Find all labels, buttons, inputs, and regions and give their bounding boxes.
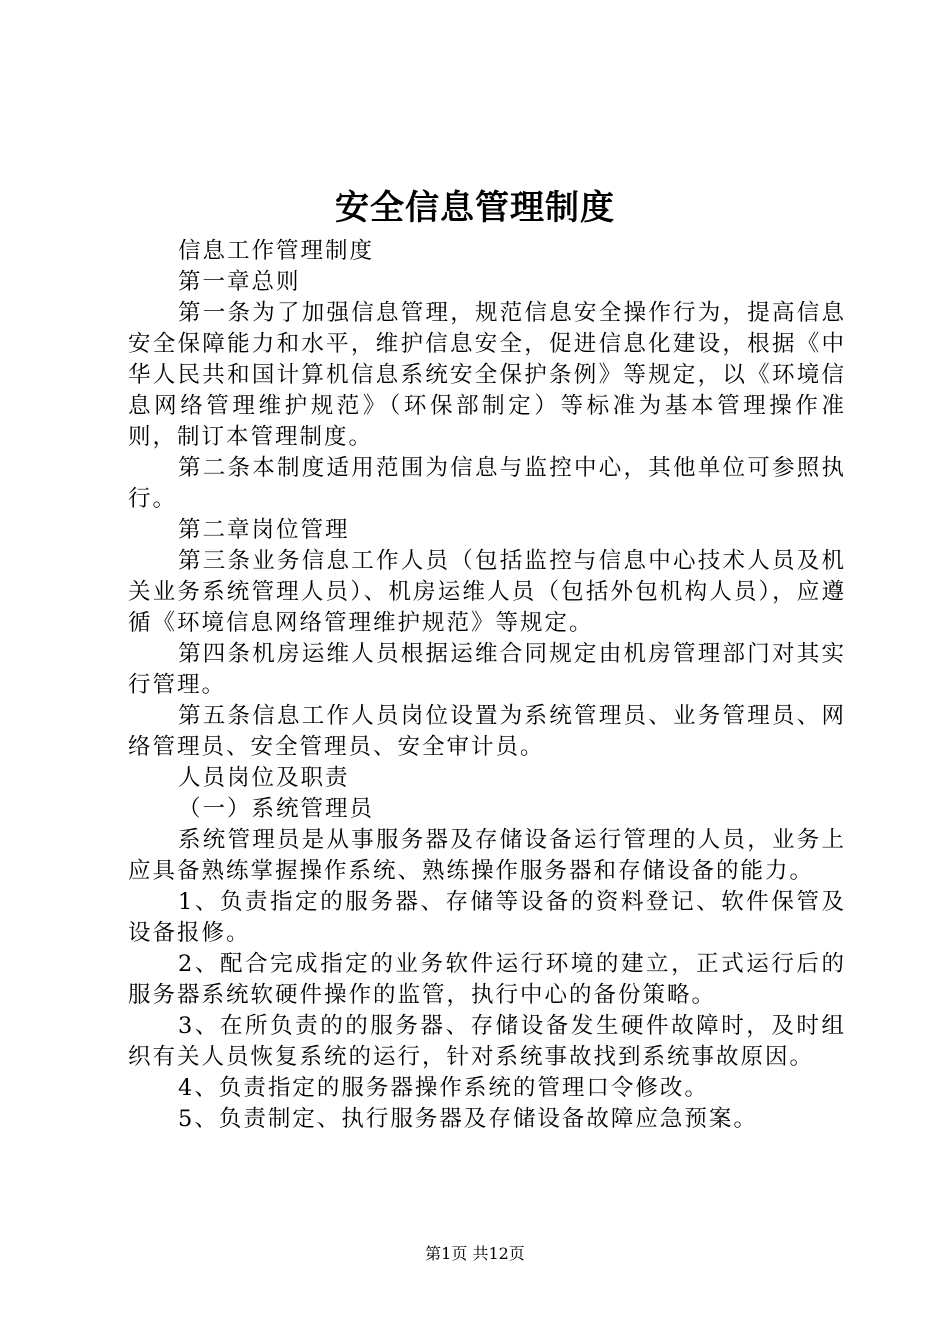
page-footer: 第1页 共12页 xyxy=(425,1244,525,1263)
article-4-paragraph: 第四条机房运维人员根据运维合同规定由机房管理部门对其实行管理。 xyxy=(128,641,846,698)
document-body xyxy=(128,236,846,1135)
document-title: 安全信息管理制度 xyxy=(335,188,615,228)
article-3-paragraph: 第三条业务信息工作人员（包括监控与信息中心技术人员及机关业务系统管理人员）、机房运维人员（包括外包机构人员），应遵循《环境信息网络管理维护规范》等规定。 xyxy=(128,548,846,636)
duty-item-4: 4、负责指定的服务器操作系统的管理口令修改。 xyxy=(178,1075,709,1101)
duty-item-3: 3、在所负责的的服务器、存储设备发生硬件故障时，及时组织有关人员恢复系统的运行，针对系统事故找到系统事故原因。 xyxy=(128,1013,846,1070)
article-1-paragraph: 第一条为了加强信息管理，规范信息安全操作行为，提高信息安全保障能力和水平，维护信息安全，促进信息化建设，根据《中华人民共和国计算机信息系统安全保护条例》等规定，以《环境信息网络管理维护规范》（环保部制定）等标准为基本管理操作准则，制订本管理制度。 xyxy=(128,300,846,450)
chapter-heading-general: 第一章总则 xyxy=(178,269,301,295)
article-2-paragraph: 第二条本制度适用范围为信息与监控中心，其他单位可参照执行。 xyxy=(128,455,846,512)
subsection-heading-sysadmin: （一）系统管理员 xyxy=(178,796,375,822)
duty-item-1: 1、负责指定的服务器、存储等设备的资料登记、软件保管及设备报修。 xyxy=(128,889,846,946)
section-heading-roles: 人员岗位及职责 xyxy=(178,765,350,791)
duty-item-5: 5、负责制定、执行服务器及存储设备故障应急预案。 xyxy=(178,1106,758,1132)
chapter-heading-positions: 第二章岗位管理 xyxy=(178,517,350,543)
paragraph-heading-system: 信息工作管理制度 xyxy=(178,238,375,264)
duty-item-2: 2、配合完成指定的业务软件运行环境的建立，正式运行后的服务器系统软硬件操作的监管，执行中心的备份策略。 xyxy=(128,951,846,1008)
sysadmin-description-paragraph: 系统管理员是从事服务器及存储设备运行管理的人员，业务上应具备熟练掌握操作系统、熟练操作服务器和存储设备的能力。 xyxy=(128,827,846,884)
article-5-paragraph: 第五条信息工作人员岗位设置为系统管理员、业务管理员、网络管理员、安全管理员、安全审计员。 xyxy=(128,703,846,760)
